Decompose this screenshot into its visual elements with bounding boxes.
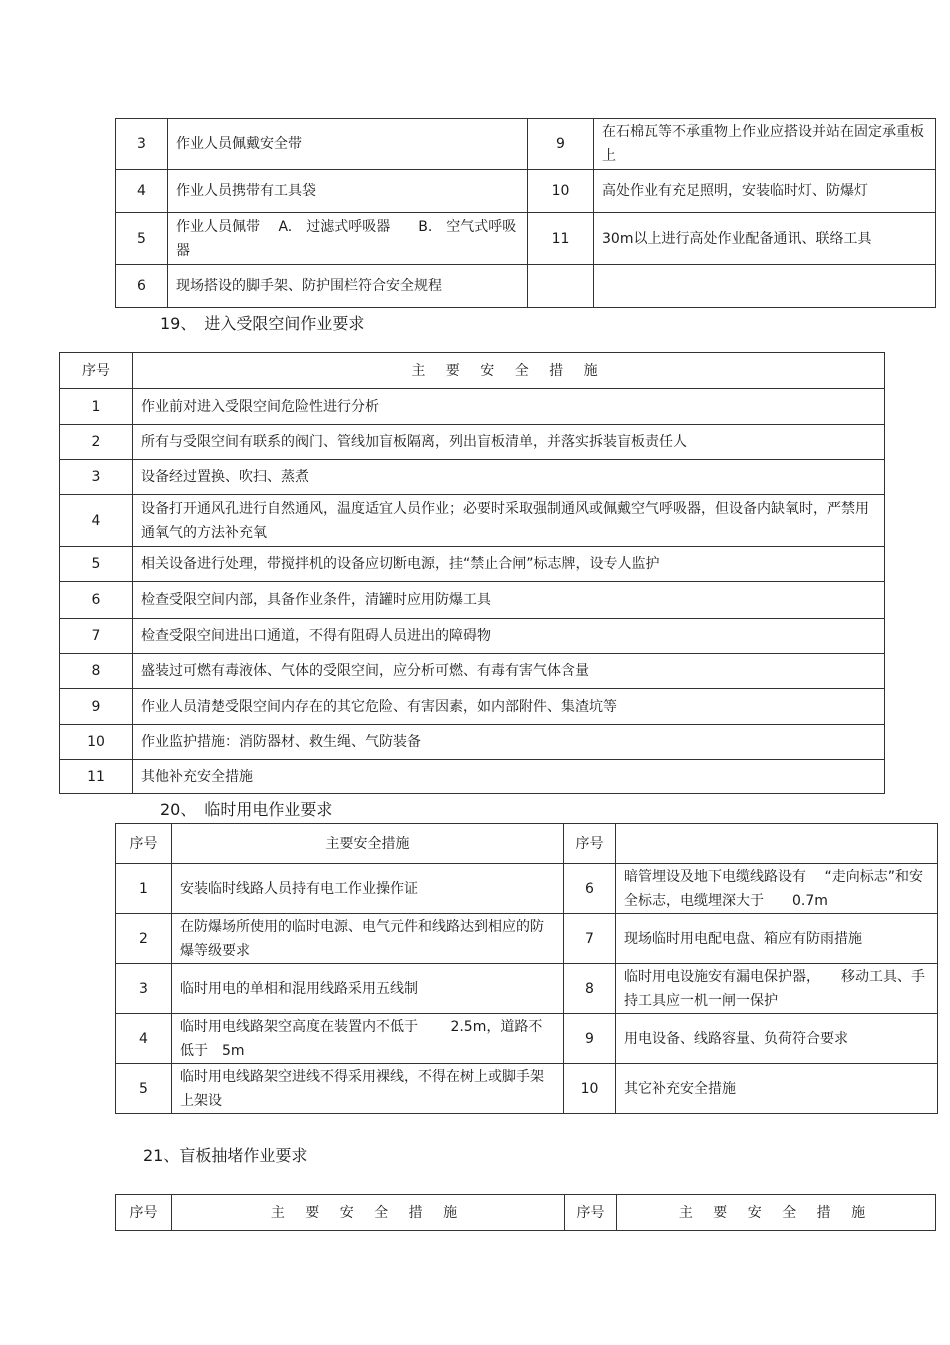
col-header-no-1: 序号 bbox=[116, 1195, 172, 1231]
row-number-left: 5 bbox=[116, 1064, 172, 1114]
section-20-heading: 20、 临时用电作业要求 bbox=[160, 800, 333, 819]
row-number: 8 bbox=[60, 654, 133, 689]
row-number: 2 bbox=[60, 425, 133, 460]
row-number-left: 4 bbox=[116, 1014, 172, 1064]
row-number-right bbox=[528, 265, 594, 308]
table-row bbox=[116, 864, 938, 914]
row-number: 9 bbox=[60, 689, 133, 725]
measure-text: 所有与受限空间有联系的阀门、管线加盲板隔离，列出盲板清单，并落实拆装盲板责任人 bbox=[133, 425, 885, 460]
row-number-right: 11 bbox=[528, 213, 594, 265]
row-number-left: 6 bbox=[116, 265, 168, 308]
table-row bbox=[60, 389, 885, 425]
table-row bbox=[60, 547, 885, 582]
table-row bbox=[116, 1064, 938, 1114]
measure-left: 安装临时线路人员持有电工作业操作证 bbox=[172, 864, 564, 914]
row-number-left: 3 bbox=[116, 964, 172, 1014]
col-header-measures-2: 主 要 安 全 措 施 bbox=[617, 1195, 936, 1231]
table-row bbox=[116, 1014, 938, 1064]
measure-text: 盛装过可燃有毒液体、气体的受限空间，应分析可燃、有毒有害气体含量 bbox=[133, 654, 885, 689]
table-row bbox=[60, 582, 885, 619]
table-19 bbox=[59, 352, 885, 794]
table-18-continued bbox=[115, 118, 936, 308]
table-20 bbox=[115, 823, 938, 1114]
measure-left: 临时用电的单相和混用线路采用五线制 bbox=[172, 964, 564, 1014]
measure-text: 设备经过置换、吹扫、蒸煮 bbox=[133, 460, 885, 495]
measure-left: 作业人员携带有工具袋 bbox=[168, 170, 528, 213]
table-row bbox=[60, 760, 885, 794]
table-row bbox=[116, 265, 936, 308]
measure-left: 现场搭设的脚手架、防护围栏符合安全规程 bbox=[168, 265, 528, 308]
measure-left: 作业人员佩带 A. 过滤式呼吸器 B. 空气式呼吸器 bbox=[168, 213, 528, 265]
measure-text: 设备打开通风孔进行自然通风，温度适宜人员作业；必要时采取强制通风或佩戴空气呼吸器，但设备内缺氧时，严禁用通氧气的方法补充氧 bbox=[133, 495, 885, 547]
row-number-right: 6 bbox=[564, 864, 616, 914]
row-number: 7 bbox=[60, 619, 133, 654]
measure-right: 其它补充安全措施 bbox=[616, 1064, 938, 1114]
measure-text: 其他补充安全措施 bbox=[133, 760, 885, 794]
row-number-right: 7 bbox=[564, 914, 616, 964]
col-header-no-2: 序号 bbox=[565, 1195, 617, 1231]
row-number: 6 bbox=[60, 582, 133, 619]
row-number: 11 bbox=[60, 760, 133, 794]
measure-text: 作业监护措施：消防器材、救生绳、气防装备 bbox=[133, 725, 885, 760]
table-row bbox=[116, 213, 936, 265]
row-number-right: 8 bbox=[564, 964, 616, 1014]
measure-right: 高处作业有充足照明，安装临时灯、防爆灯 bbox=[594, 170, 936, 213]
col-header-measures-2 bbox=[616, 824, 938, 864]
row-number-right: 10 bbox=[528, 170, 594, 213]
row-number-left: 2 bbox=[116, 914, 172, 964]
measure-right: 30m以上进行高处作业配备通讯、联络工具 bbox=[594, 213, 936, 265]
measure-left: 临时用电线路架空进线不得采用裸线，不得在树上或脚手架上架设 bbox=[172, 1064, 564, 1114]
col-header-no-1: 序号 bbox=[116, 824, 172, 864]
measure-right bbox=[594, 265, 936, 308]
measure-right: 在石棉瓦等不承重物上作业应搭设并站在固定承重板上 bbox=[594, 119, 936, 170]
measure-left: 临时用电线路架空高度在装置内不低于 2.5m，道路不低于 5m bbox=[172, 1014, 564, 1064]
measure-left: 作业人员佩戴安全带 bbox=[168, 119, 528, 170]
section-19-heading: 19、 进入受限空间作业要求 bbox=[160, 314, 365, 333]
measure-right: 现场临时用电配电盘、箱应有防雨措施 bbox=[616, 914, 938, 964]
measure-left: 在防爆场所使用的临时电源、电气元件和线路达到相应的防爆等级要求 bbox=[172, 914, 564, 964]
row-number: 5 bbox=[60, 547, 133, 582]
table-row bbox=[60, 619, 885, 654]
measure-text: 作业前对进入受限空间危险性进行分析 bbox=[133, 389, 885, 425]
measure-right: 用电设备、线路容量、负荷符合要求 bbox=[616, 1014, 938, 1064]
table-row bbox=[116, 170, 936, 213]
measure-text: 作业人员清楚受限空间内存在的其它危险、有害因素，如内部附件、集渣坑等 bbox=[133, 689, 885, 725]
table-row bbox=[60, 654, 885, 689]
measure-right: 临时用电设施安有漏电保护器， 移动工具、手持工具应一机一闸一保护 bbox=[616, 964, 938, 1014]
measure-text: 相关设备进行处理，带搅拌机的设备应切断电源，挂“禁止合闸”标志牌，设专人监护 bbox=[133, 547, 885, 582]
measure-text: 检查受限空间进出口通道，不得有阻碍人员进出的障碍物 bbox=[133, 619, 885, 654]
row-number: 1 bbox=[60, 389, 133, 425]
table-row bbox=[60, 460, 885, 495]
table-row bbox=[60, 689, 885, 725]
row-number: 4 bbox=[60, 495, 133, 547]
col-header-no-2: 序号 bbox=[564, 824, 616, 864]
col-header-measures-1: 主 要 安 全 措 施 bbox=[172, 1195, 565, 1231]
table-row bbox=[60, 425, 885, 460]
table-row bbox=[116, 964, 938, 1014]
row-number-right: 9 bbox=[564, 1014, 616, 1064]
section-21-heading: 21、盲板抽堵作业要求 bbox=[143, 1146, 308, 1165]
measure-text: 检查受限空间内部，具备作业条件，清罐时应用防爆工具 bbox=[133, 582, 885, 619]
row-number-right: 10 bbox=[564, 1064, 616, 1114]
table-row bbox=[60, 725, 885, 760]
table-row bbox=[116, 914, 938, 964]
table-row bbox=[60, 495, 885, 547]
row-number-right: 9 bbox=[528, 119, 594, 170]
col-header-measures: 主 要 安 全 措 施 bbox=[133, 353, 885, 389]
row-number-left: 4 bbox=[116, 170, 168, 213]
row-number: 3 bbox=[60, 460, 133, 495]
row-number-left: 5 bbox=[116, 213, 168, 265]
row-number: 10 bbox=[60, 725, 133, 760]
col-header-no: 序号 bbox=[60, 353, 133, 389]
table-row bbox=[116, 119, 936, 170]
table-21 bbox=[115, 1194, 936, 1231]
row-number-left: 1 bbox=[116, 864, 172, 914]
row-number-left: 3 bbox=[116, 119, 168, 170]
col-header-measures-1: 主要安全措施 bbox=[172, 824, 564, 864]
measure-right: 暗管埋设及地下电缆线路设有 “走向标志”和安全标志，电缆埋深大于 0.7m bbox=[616, 864, 938, 914]
